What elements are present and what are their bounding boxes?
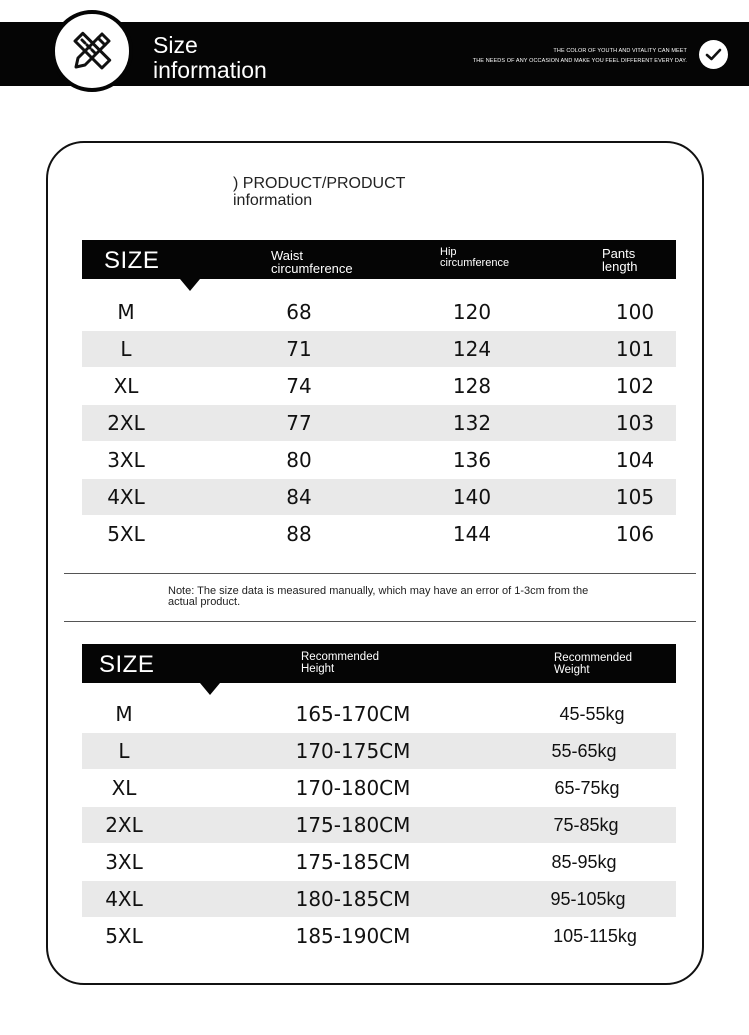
product-label-line2: information [233,192,313,209]
measurement-note [168,586,638,608]
table-row [82,294,676,330]
length-cell: 100 [615,300,655,324]
header-pants-line1: Pants [602,246,636,261]
note-line2: actual product. [168,596,241,608]
weight-cell: 65-75kg [554,778,620,798]
header-waist-line1: Waist [271,248,304,263]
page-title [153,33,267,83]
hip-cell: 128 [452,374,492,398]
divider [64,621,696,622]
table-row [82,918,676,954]
header-waist [271,249,353,275]
height-cell: 170-180CM [295,776,411,800]
header-size: SIZE [104,247,160,274]
weight-cell: 105-115kg [553,926,637,946]
hip-cell: 136 [452,448,492,472]
hip-cell: 132 [452,411,492,435]
table-row [82,881,676,917]
table-row [82,368,676,404]
recommendation-table-header [82,644,676,683]
table-row [82,516,676,552]
hip-cell: 120 [452,300,492,324]
header-height [301,651,379,675]
height-cell: 180-185CM [295,887,411,911]
page-title-line1: Size [153,32,198,58]
header-hip-line1: Hip [440,246,457,258]
size-cell: 4XL [107,485,145,509]
table-row [82,696,676,732]
weight-cell: 55-65kg [551,741,617,761]
header-hip-line2: circumference [440,257,510,269]
weight-cell: 95-105kg [550,889,626,909]
header-height-line2: Height [301,663,335,675]
table-row [82,405,676,441]
size-cell: L [118,739,130,763]
header-weight-line2: Weight [554,664,590,676]
header-size: SIZE [99,651,155,678]
header-pants-length [602,247,637,273]
header-weight-line1: Recommended [554,652,632,664]
header-pointer [200,683,220,695]
size-cell: 3XL [105,850,143,874]
size-cell: 5XL [105,924,143,948]
size-cell: 2XL [105,813,143,837]
size-cell: 4XL [105,887,143,911]
header-height-line1: Recommended [301,651,379,663]
table-row [82,331,676,367]
length-cell: 101 [615,337,655,361]
table-row [82,844,676,880]
size-cell: XL [113,374,139,398]
table-row [82,807,676,843]
tagline [473,46,687,66]
weight-cell: 75-85kg [553,815,619,835]
hip-cell: 140 [452,485,492,509]
size-cell: 2XL [107,411,145,435]
table-row [82,442,676,478]
size-cell: 5XL [107,522,145,546]
table-row [82,479,676,515]
note-line1: Note: The size data is measured manually, which may have an error of 1-3cm from the [168,585,589,597]
size-cell: L [120,337,132,361]
tagline-line1: THE COLOR OF YOUTH AND VITALITY CAN MEET [553,48,687,54]
waist-cell: 88 [286,522,312,546]
waist-cell: 77 [286,411,312,435]
product-label-line1: ) PRODUCT/PRODUCT [233,175,406,192]
length-cell: 104 [615,448,655,472]
product-label [233,175,405,209]
height-cell: 175-180CM [295,813,411,837]
length-cell: 105 [615,485,655,509]
check-badge [699,40,728,69]
header-waist-line2: circumference [271,261,353,276]
size-cell: XL [111,776,137,800]
header-pants-line2: length [602,259,638,274]
size-cell: 3XL [107,448,145,472]
size-cell: M [117,300,135,324]
check-icon [705,47,722,62]
height-cell: 185-190CM [295,924,411,948]
header-weight [554,652,632,676]
divider [64,573,696,574]
ruler-pencil-icon [69,28,115,74]
waist-cell: 71 [286,337,312,361]
table-row [82,770,676,806]
weight-cell: 85-95kg [551,852,617,872]
waist-cell: 84 [286,485,312,509]
table-row [82,733,676,769]
header-hip [440,247,509,269]
page-title-line2: information [153,57,267,83]
weight-cell: 45-55kg [559,704,625,724]
waist-cell: 80 [286,448,312,472]
height-cell: 170-175CM [295,739,411,763]
hip-cell: 144 [452,522,492,546]
height-cell: 175-185CM [295,850,411,874]
size-cell: M [115,702,133,726]
header-pointer [180,279,200,291]
hip-cell: 124 [452,337,492,361]
waist-cell: 68 [286,300,312,324]
tagline-line2: THE NEEDS OF ANY OCCASION AND MAKE YOU FEEL DIFFERENT EVERY DAY. [472,58,687,64]
length-cell: 106 [615,522,655,546]
product-table-header [82,240,676,279]
length-cell: 103 [615,411,655,435]
waist-cell: 74 [286,374,312,398]
height-cell: 165-170CM [295,702,411,726]
logo-badge [51,10,133,92]
length-cell: 102 [615,374,655,398]
